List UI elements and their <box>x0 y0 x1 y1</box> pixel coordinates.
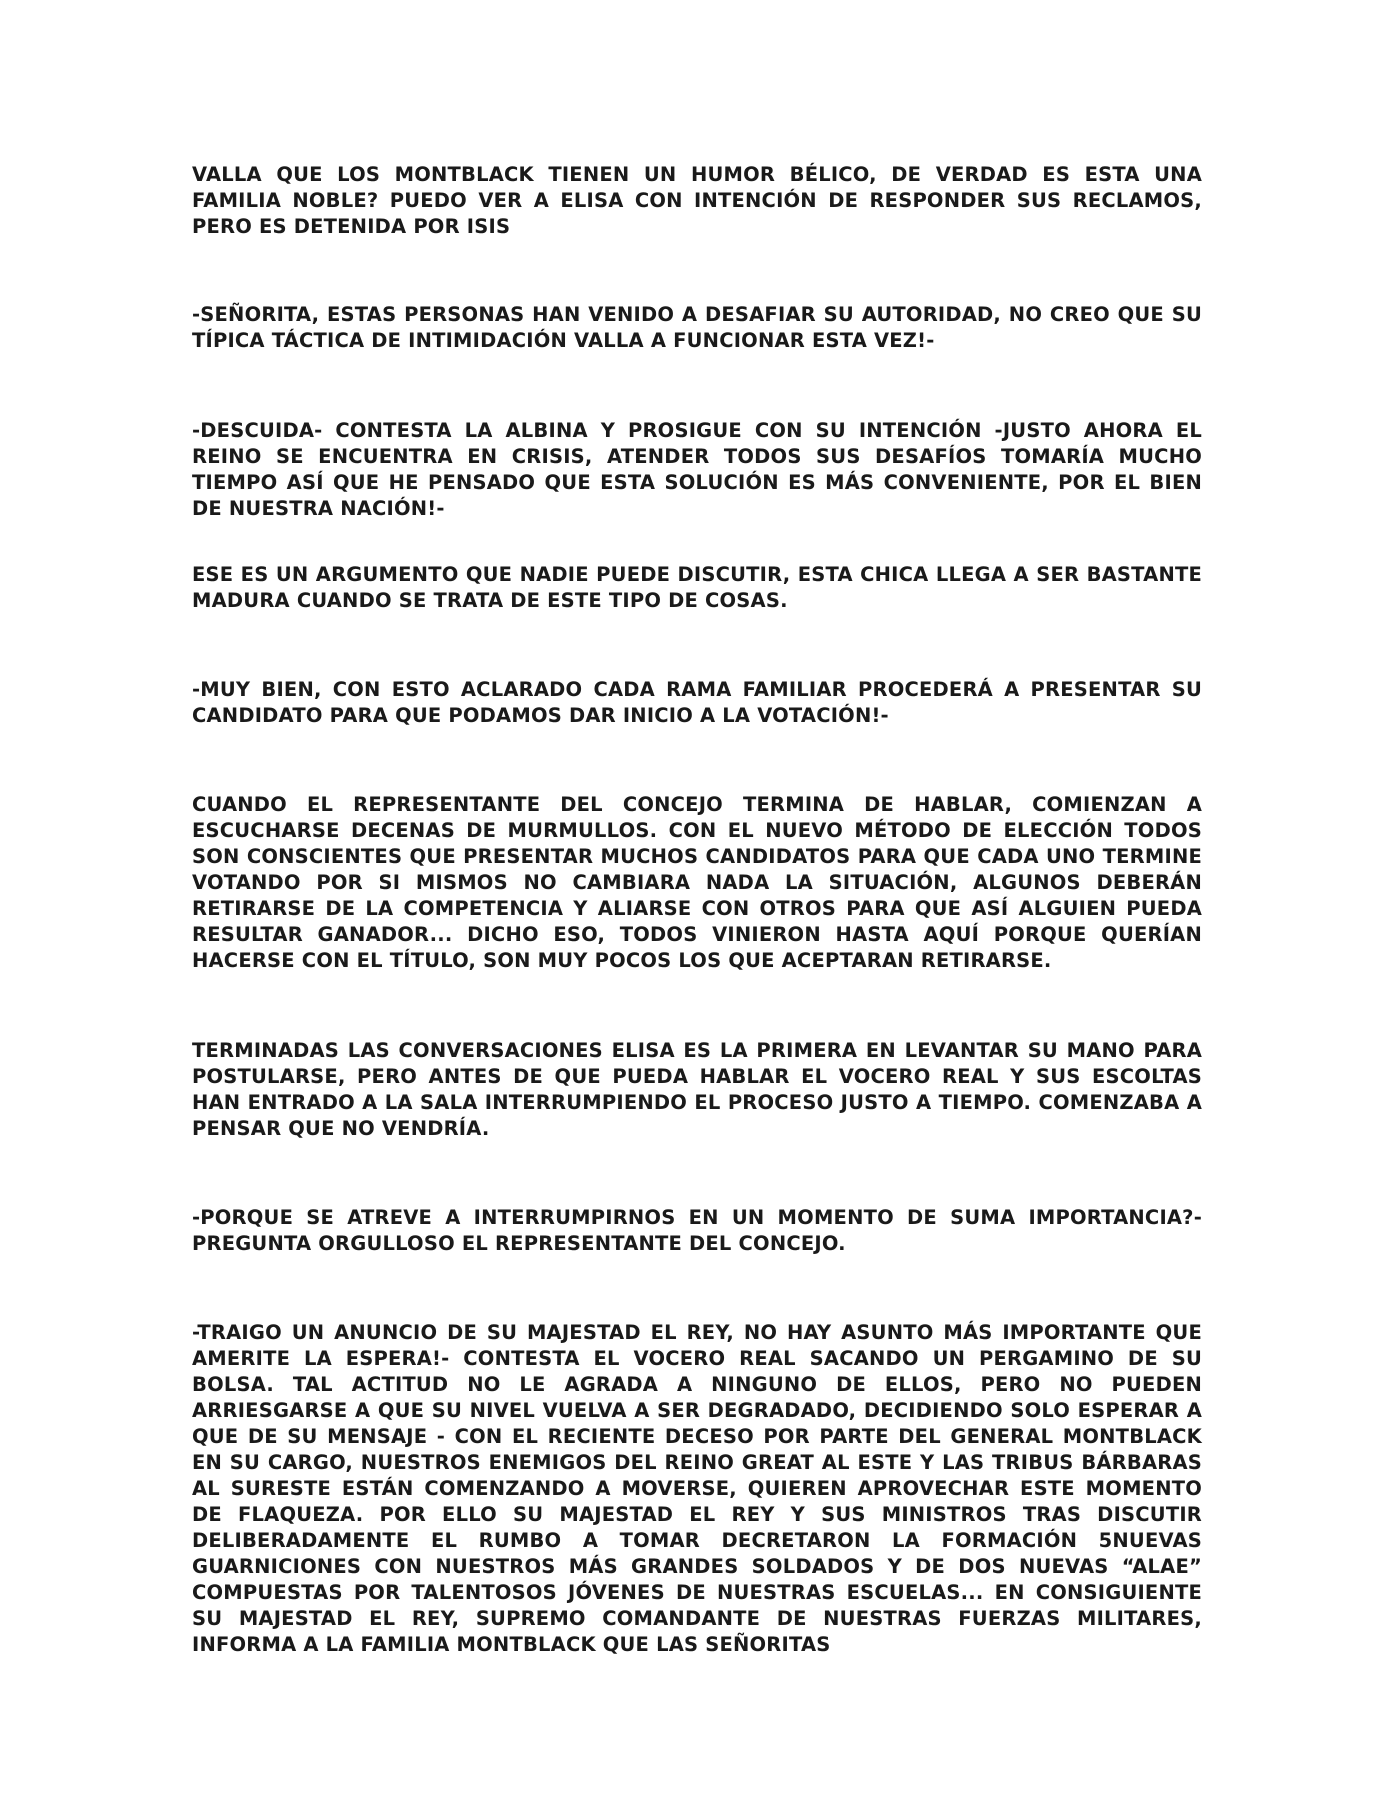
paragraph-1: VALLA QUE LOS MONTBLACK TIENEN UN HUMOR BÉLICO, DE VERDAD ES ESTA UNA FAMILIA NOBLE? PUEDO VER A ELISA CON INTENCIÓN DE RESPONDER SUS RECLAMOS, PERO ES DETENIDA POR ISIS <box>192 163 1202 238</box>
paragraph-8: -PORQUE SE ATREVE A INTERRUMPIRNOS EN UN MOMENTO DE SUMA IMPORTANCIA?- PREGUNTA ORGULLOSO EL REPRESENTANTE DEL CONCEJO. <box>192 1206 1202 1255</box>
paragraph-9: -TRAIGO UN ANUNCIO DE SU MAJESTAD EL REY, NO HAY ASUNTO MÁS IMPORTANTE QUE AMERITE LA ESPERA!- CONTESTA EL VOCERO REAL SACANDO UN PERGAMINO DE SU BOLSA. TAL ACTITUD NO LE AGRADA A NINGUNO DE ELLOS, PERO NO PUEDEN ARRIESGARSE A QUE SU NIVEL VUELVA A SER DEGRADADO, DECIDIENDO SOLO ESPERAR A QUE DE SU MENSAJE - CON EL RECIENTE DECESO POR PARTE DEL GENERAL MONTBLACK EN SU CARGO, NUESTROS ENEMIGOS DEL REINO GREAT AL ESTE Y LAS TRIBUS BÁRBARAS AL SURESTE ESTÁN COMENZANDO A MOVERSE, QUIEREN APROVECHAR ESTE MOMENTO DE FLAQUEZA. POR ELLO SU MAJESTAD EL REY Y SUS MINISTROS TRAS DISCUTIR DELIBERADAMENTE EL RUMBO A TOMAR DECRETARON LA FORMACIÓN 5NUEVAS GUARNICIONES CON NUESTROS MÁS GRANDES SOLDADOS Y DE DOS NUEVAS “ALAE” COMPUESTAS POR TALENTOSOS JÓVENES DE NUESTRAS ESCUELAS... EN CONSIGUIENTE SU MAJESTAD EL REY, SUPREMO COMANDANTE DE NUESTRAS FUERZAS MILITARES, INFORMA A LA FAMILIA MONTBLACK QUE LAS SEÑORITAS <box>192 1321 1202 1656</box>
paragraph-7: TERMINADAS LAS CONVERSACIONES ELISA ES LA PRIMERA EN LEVANTAR SU MANO PARA POSTULARSE, PERO ANTES DE QUE PUEDA HABLAR EL VOCERO REAL Y SUS ESCOLTAS HAN ENTRADO A LA SALA INTERRUMPIENDO EL PROCESO JUSTO A TIEMPO. COMENZABA A PENSAR QUE NO VENDRÍA. <box>192 1039 1202 1140</box>
paragraph-5: -MUY BIEN, CON ESTO ACLARADO CADA RAMA FAMILIAR PROCEDERÁ A PRESENTAR SU CANDIDATO PARA QUE PODAMOS DAR INICIO A LA VOTACIÓN!- <box>192 678 1202 727</box>
paragraph-2: -SEÑORITA, ESTAS PERSONAS HAN VENIDO A DESAFIAR SU AUTORIDAD, NO CREO QUE SU TÍPICA TÁCTICA DE INTIMIDACIÓN VALLA A FUNCIONAR ESTA VEZ!- <box>192 303 1202 352</box>
paragraph-3: -DESCUIDA- CONTESTA LA ALBINA Y PROSIGUE CON SU INTENCIÓN -JUSTO AHORA EL REINO SE ENCUENTRA EN CRISIS, ATENDER TODOS SUS DESAFÍOS TOMARÍA MUCHO TIEMPO ASÍ QUE HE PENSADO QUE ESTA SOLUCIÓN ES MÁS CONVENIENTE, POR EL BIEN DE NUESTRA NACIÓN!- <box>192 419 1202 520</box>
paragraph-6: CUANDO EL REPRESENTANTE DEL CONCEJO TERMINA DE HABLAR, COMIENZAN A ESCUCHARSE DECENAS DE MURMULLOS. CON EL NUEVO MÉTODO DE ELECCIÓN TODOS SON CONSCIENTES QUE PRESENTAR MUCHOS CANDIDATOS PARA QUE CADA UNO TERMINE VOTANDO POR SI MISMOS NO CAMBIARA NADA LA SITUACIÓN, ALGUNOS DEBERÁN RETIRARSE DE LA COMPETENCIA Y ALIARSE CON OTROS PARA QUE ASÍ ALGUIEN PUEDA RESULTAR GANADOR... DICHO ESO, TODOS VINIERON HASTA AQUÍ PORQUE QUERÍAN HACERSE CON EL TÍTULO, SON MUY POCOS LOS QUE ACEPTARAN RETIRARSE. <box>192 793 1202 972</box>
paragraph-4: ESE ES UN ARGUMENTO QUE NADIE PUEDE DISCUTIR, ESTA CHICA LLEGA A SER BASTANTE MADURA CUANDO SE TRATA DE ESTE TIPO DE COSAS. <box>192 563 1202 612</box>
